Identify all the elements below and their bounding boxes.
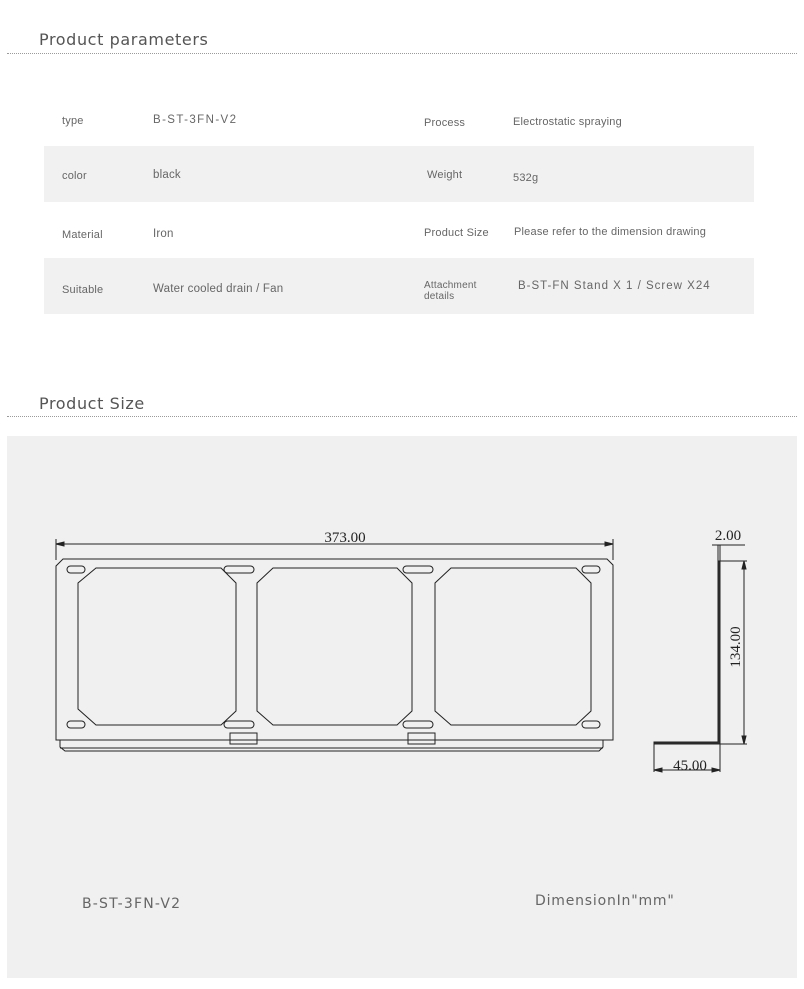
- fan-opening-1: [78, 568, 236, 725]
- param-label-process: Process: [424, 117, 466, 129]
- mount-slot: [403, 566, 433, 573]
- mount-slot: [67, 721, 85, 728]
- side-profile-shape: [654, 561, 720, 744]
- rect-cutout: [408, 733, 435, 744]
- param-label-type: type: [62, 115, 84, 127]
- unit-caption: DimensionIn"mm": [535, 893, 675, 909]
- mount-slot: [224, 566, 254, 573]
- param-row-suitable: [44, 258, 754, 314]
- param-row-material: [44, 204, 754, 260]
- product-parameters-title: Product parameters: [39, 30, 209, 49]
- param-value-product-size: Please refer to the dimension drawing: [514, 226, 707, 238]
- product-size-title: Product Size: [39, 394, 145, 413]
- height-dimension-label: 134.00: [728, 626, 744, 668]
- section-divider: [7, 416, 797, 417]
- width-arrow-left: [56, 542, 64, 546]
- param-label-weight: Weight: [427, 169, 463, 181]
- param-label-color: color: [62, 170, 87, 182]
- param-value-type: B-ST-3FN-V2: [153, 114, 238, 126]
- bracket-front-view: [56, 559, 613, 751]
- width-arrow-right: [605, 542, 613, 546]
- section-divider: [7, 53, 797, 54]
- param-row-color: [44, 146, 754, 202]
- model-caption: B-ST-3FN-V2: [82, 896, 182, 912]
- height-arrow-bottom: [742, 736, 746, 744]
- bracket-outline: [56, 559, 613, 751]
- param-value-color: black: [153, 169, 181, 181]
- fan-opening-2: [257, 568, 412, 725]
- height-arrow-top: [742, 561, 746, 569]
- dimension-drawing-panel: [7, 436, 797, 978]
- width-dimension-label: 373.00: [324, 530, 366, 546]
- depth-arrow-right: [712, 768, 720, 772]
- depth-arrow-left: [654, 768, 662, 772]
- param-value-process: Electrostatic spraying: [513, 116, 622, 128]
- rect-cutout: [230, 733, 257, 744]
- param-value-material: Iron: [153, 228, 174, 240]
- param-label-product-size: Product Size: [424, 227, 489, 239]
- fan-opening-3: [435, 568, 591, 725]
- param-row-type: [44, 94, 754, 150]
- mount-slot: [67, 566, 85, 573]
- depth-dimension-label: 45.00: [673, 758, 707, 774]
- mount-slot: [224, 721, 254, 728]
- param-value-attachment: B-ST-FN Stand X 1 / Screw X24: [518, 280, 711, 292]
- param-value-suitable: Water cooled drain / Fan: [153, 283, 284, 295]
- param-label-material: Material: [62, 229, 103, 241]
- param-value-weight: 532g: [513, 172, 539, 184]
- thickness-dimension-label: 2.00: [714, 528, 742, 544]
- mount-slot: [582, 721, 600, 728]
- param-label-suitable: Suitable: [62, 284, 104, 296]
- mount-slot: [582, 566, 600, 573]
- param-label-attachment-line2: details: [424, 291, 455, 302]
- mount-slot: [403, 721, 433, 728]
- param-label-attachment: [424, 280, 477, 302]
- param-label-attachment-line1: Attachment: [424, 280, 477, 291]
